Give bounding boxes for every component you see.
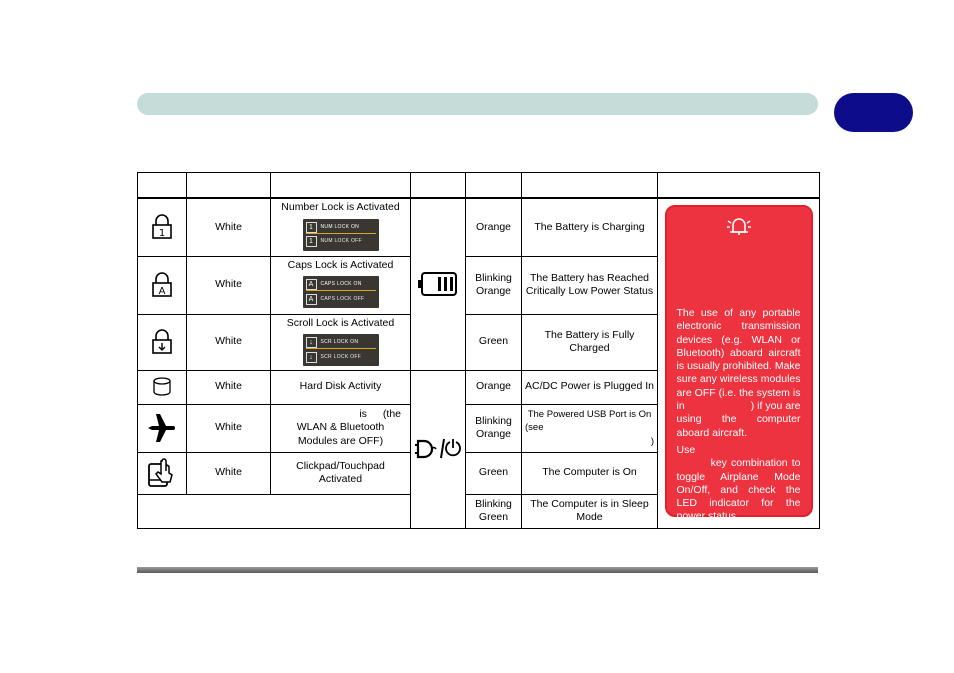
num-lock-osd-image: 1 NUM LOCK ON 1 NUM LOCK OFF (303, 219, 379, 251)
table-row (138, 198, 820, 256)
led-description: The Computer is On (522, 452, 658, 494)
led-color: White (187, 404, 271, 452)
led-color: White (187, 452, 271, 494)
caps-lock-icon (138, 256, 187, 314)
led-description: Clickpad/Touchpad Activated (271, 452, 411, 494)
caps-lock-osd-image: A CAPS LOCK ON A CAPS LOCK OFF (303, 276, 379, 308)
note-paragraph-2: Use key combination to toggle Airplane Mode On/Off, and check the LED indicator for the power status. (676, 443, 801, 523)
led-color: White (187, 198, 271, 256)
chapter-tab[interactable] (834, 93, 913, 132)
led-description: The Computer is in Sleep Mode (522, 494, 658, 528)
led-color: White (187, 256, 271, 314)
led-indicator-table (137, 172, 820, 529)
touchpad-icon (138, 452, 187, 494)
led-description: Hard Disk Activity (271, 370, 411, 404)
header-icon (138, 173, 187, 199)
led-color: Blinking Orange (466, 404, 522, 452)
header-color-2 (466, 173, 522, 199)
header-bar (137, 93, 818, 115)
table-header-row (138, 173, 820, 199)
alarm-bell-icon (724, 215, 754, 237)
led-color: Green (466, 314, 522, 370)
header-note (658, 173, 820, 199)
scroll-lock-icon (138, 314, 187, 370)
led-description: The Battery is Charging (522, 198, 658, 256)
airplane-icon (138, 404, 187, 452)
hard-disk-icon (138, 370, 187, 404)
led-description-text: Number Lock is Activated (281, 201, 400, 213)
led-color: Blinking Orange (466, 256, 522, 314)
svg-text:A: A (158, 286, 166, 297)
led-description (271, 198, 411, 256)
led-description: The Powered USB Port is On (see ) (522, 404, 658, 452)
led-description-text: Caps Lock is Activated (287, 258, 394, 271)
header-description-2 (522, 173, 658, 199)
scroll-lock-osd-image: ↓ SCR LOCK ON ↓ SCR LOCK OFF (303, 334, 379, 366)
led-color: Green (466, 452, 522, 494)
led-description: The Battery is Fully Charged (522, 314, 658, 370)
note-paragraph-1: The use of any portable electronic transmission devices (e.g. WLAN or Bluetooth) aboard aircraft is usually prohibited. Make sure any wireless modules are OFF (i.e. the system is in ) if you are using the computer aboard aircraft. (676, 307, 801, 439)
led-description: The Battery has Reached Critically Low Power Status (522, 256, 658, 314)
led-color: White (187, 314, 271, 370)
header-icon-2 (411, 173, 466, 199)
battery-icon (411, 198, 466, 370)
led-color: White (187, 370, 271, 404)
svg-text:1: 1 (158, 228, 166, 240)
empty-cell (138, 494, 411, 528)
led-description: is (the WLAN & Bluetooth Modules are OFF) (271, 404, 411, 452)
led-description (271, 314, 411, 370)
led-description-text: Scroll Lock is Activated (286, 316, 395, 329)
header-description (271, 173, 411, 199)
led-color: Orange (466, 198, 522, 256)
airplane-mode-note (665, 205, 813, 523)
led-color: Blinking Green (466, 494, 522, 528)
led-color: Orange (466, 370, 522, 404)
power-ac-dc-icon (411, 370, 466, 528)
footer-rule (137, 567, 818, 573)
header-color (187, 173, 271, 199)
led-description: AC/DC Power is Plugged In (522, 370, 658, 404)
num-lock-icon (138, 198, 187, 256)
led-description (271, 256, 411, 314)
note-cell (658, 198, 820, 528)
